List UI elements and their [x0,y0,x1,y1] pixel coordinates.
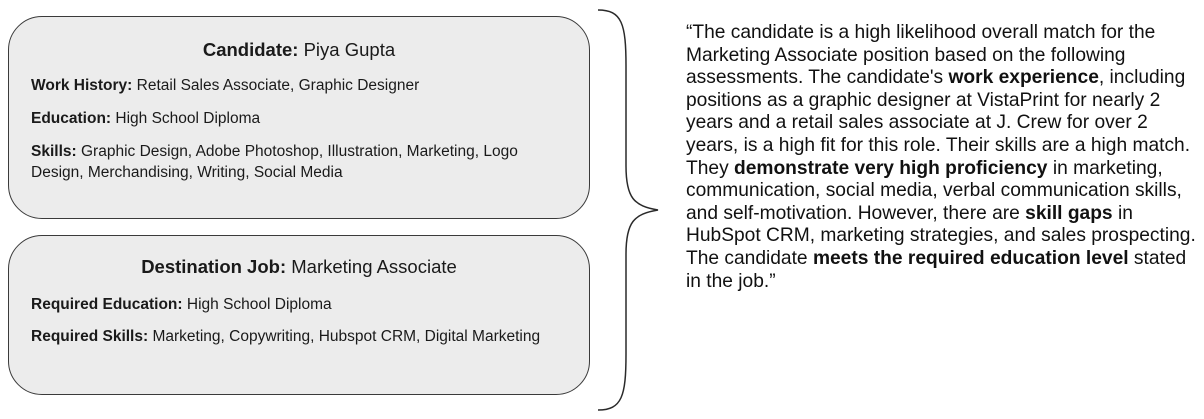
candidate-title-label: Candidate: [202,39,299,60]
candidate-name: Piya Gupta [303,39,396,60]
summary-text-4: in HubSpot CRM, marketing strategies, and sales prospecting. The candidate [686,202,1196,269]
skills-row [31,141,569,183]
summary-text-1: “The candidate is a high likelihood overall match for the Marketing Associate position based on the following assessments. The candidate's [686,22,1156,89]
summary-text-5: stated in the job.” [686,247,1187,292]
work-history-value: Retail Sales Associate, Graphic Designer [136,77,420,94]
required-skills-value: Marketing, Copywriting, Hubspot CRM, Digital Marketing [152,328,541,345]
work-history-row [31,75,569,96]
required-skills-label: Required Skills: [31,328,149,345]
summary-text-2: , including positions as a graphic designer at VistaPrint for nearly 2 years and a retail sales associate at J. Crew for over 2 years, is a high fit for this role. Their skills are a high match. They [686,67,1191,179]
summary-emphasis-education: meets the required education level [812,247,1129,269]
job-title-label: Destination Job: [141,256,287,277]
summary-text-3: in marketing, communication, social media, verbal communication skills, and self-motivation. However, there are [686,157,1182,224]
required-education-value: High School Diploma [186,296,332,313]
skills-value: Graphic Design, Adobe Photoshop, Illustration, Marketing, Logo Design, Merchandising, Writing, Social Media [31,143,518,181]
destination-job-card [8,235,590,395]
work-history-label: Work History: [31,77,133,94]
job-title [9,256,589,278]
required-education-label: Required Education: [31,296,183,313]
required-skills-row [31,326,569,347]
summary-emphasis-skill-gaps: skill gaps [1025,202,1113,224]
curly-brace-path [598,10,658,410]
match-summary [686,22,1198,293]
summary-emphasis-proficiency: demonstrate very high proficiency [734,157,1048,179]
required-education-row [31,294,569,315]
candidate-title [9,39,589,61]
candidate-card [8,16,590,219]
education-label: Education: [31,110,112,127]
education-value: High School Diploma [115,110,261,127]
job-title-value: Marketing Associate [291,256,457,277]
curly-brace [594,6,664,414]
summary-emphasis-work-experience: work experience [948,67,1099,89]
education-row [31,108,569,129]
skills-label: Skills: [31,143,77,160]
